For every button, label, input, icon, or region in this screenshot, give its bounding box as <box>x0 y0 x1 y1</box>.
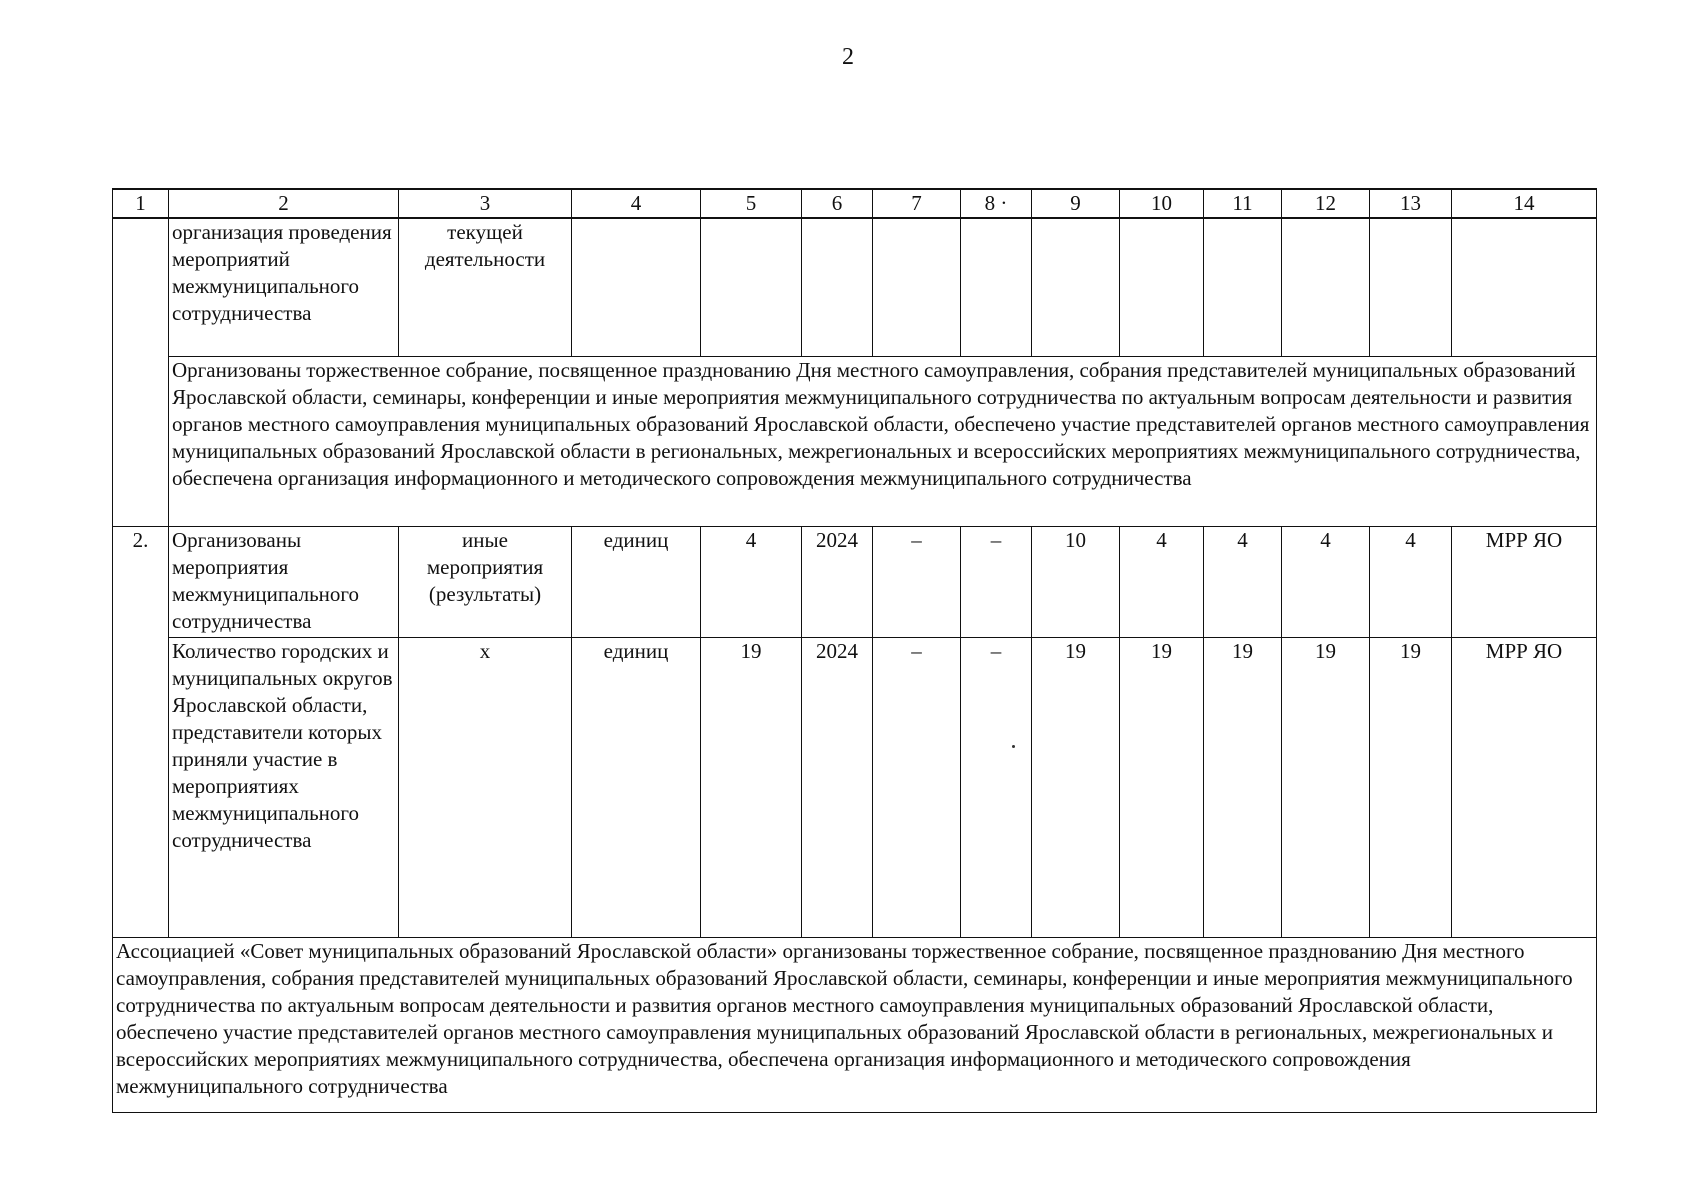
value-cell: 4 <box>1370 526 1452 637</box>
empty-cell <box>1120 218 1204 356</box>
responsible-cell: МРР ЯО <box>1452 526 1597 637</box>
column-number: 5 <box>701 189 802 218</box>
base-value-cell: 4 <box>701 526 802 637</box>
result-description: Ассоциацией «Совет муниципальных образований Ярославской области» организованы торжественное собрание, посвященное празднованию Дня местного самоуправления, собрания представителей муниципальных образований Ярославской области, семинары, конференции и иные мероприятия межмуниципального сотрудничества по актуальным вопросам деятельности и развития органов местного самоуправления муниципальных образований Ярославской области, обеспечено участие представителей органов местного самоуправления муниципальных образований Ярославской области в региональных, межрегиональных и всероссийских мероприятиях межмуниципального сотрудничества, обеспечена организация информационного и методического сопровождения межмуниципального сотрудничества <box>113 937 1597 1112</box>
base-year-cell: 2024 <box>802 637 873 937</box>
value-cell: – <box>961 526 1032 637</box>
column-number: 14 <box>1452 189 1597 218</box>
page-number: 2 <box>842 44 854 70</box>
unit-cell: единиц <box>572 526 701 637</box>
value-cell: – <box>873 637 961 937</box>
column-number: 8 · <box>961 189 1032 218</box>
indicator-type-cell: x <box>399 637 572 937</box>
column-number: 3 <box>399 189 572 218</box>
column-number: 11 <box>1204 189 1282 218</box>
column-number: 7 <box>873 189 961 218</box>
empty-cell <box>961 218 1032 356</box>
table-row <box>113 526 1597 637</box>
value-cell: 19 <box>1032 637 1120 937</box>
value-cell: 4 <box>1204 526 1282 637</box>
empty-cell <box>1370 218 1452 356</box>
table-row <box>113 218 1597 356</box>
results-table <box>112 188 1597 1113</box>
value-cell: 19 <box>1204 637 1282 937</box>
column-number: 4 <box>572 189 701 218</box>
row-number-cell: 2. <box>113 526 169 937</box>
unit-cell: единиц <box>572 637 701 937</box>
indicator-name-cell: Количество городских и муниципальных округов Ярославской области, представители которых приняли участие в мероприятиях межмуниципального сотрудничества <box>169 637 399 937</box>
column-number: 1 <box>113 189 169 218</box>
row-number-cell <box>113 218 169 526</box>
base-year-cell: 2024 <box>802 526 873 637</box>
value-cell: – <box>873 526 961 637</box>
indicator-name-cell: Организованы мероприятия межмуниципального сотрудничества <box>169 526 399 637</box>
task-result-description: Организованы торжественное собрание, посвященное празднованию Дня местного самоуправления, собрания представителей муниципальных образований Ярославской области, семинары, конференции и иные мероприятия межмуниципального сотрудничества по актуальным вопросам деятельности и развития органов местного самоуправления муниципальных образований Ярославской области, обеспечено участие представителей органов местного самоуправления муниципальных образований Ярославской области в региональных, межрегиональных и всероссийских мероприятиях межмуниципального сотрудничества, обеспечена организация информационного и методического сопровождения межмуниципального сотрудничества <box>169 356 1597 526</box>
value-cell: – <box>961 637 1032 937</box>
empty-cell <box>1452 218 1597 356</box>
empty-cell <box>1032 218 1120 356</box>
scan-speck <box>1012 745 1015 748</box>
empty-cell <box>873 218 961 356</box>
empty-cell <box>572 218 701 356</box>
empty-cell <box>701 218 802 356</box>
value-cell: 19 <box>1120 637 1204 937</box>
column-number: 10 <box>1120 189 1204 218</box>
task-name-cell: организация проведения мероприятий межмуниципального сотрудничества <box>169 218 399 356</box>
table-row <box>113 356 1597 526</box>
task-type-cell: текущей деятельности <box>399 218 572 356</box>
column-number: 12 <box>1282 189 1370 218</box>
empty-cell <box>802 218 873 356</box>
indicator-type-cell: иные мероприятия (результаты) <box>399 526 572 637</box>
column-number-row <box>113 189 1597 218</box>
value-cell: 19 <box>1370 637 1452 937</box>
responsible-cell: МРР ЯО <box>1452 637 1597 937</box>
column-number: 13 <box>1370 189 1452 218</box>
base-value-cell: 19 <box>701 637 802 937</box>
empty-cell <box>1282 218 1370 356</box>
table-row <box>113 637 1597 937</box>
column-number: 2 <box>169 189 399 218</box>
value-cell: 4 <box>1120 526 1204 637</box>
empty-cell <box>1204 218 1282 356</box>
column-number: 9 <box>1032 189 1120 218</box>
column-number: 6 <box>802 189 873 218</box>
table-row <box>113 937 1597 1112</box>
value-cell: 10 <box>1032 526 1120 637</box>
value-cell: 19 <box>1282 637 1370 937</box>
value-cell: 4 <box>1282 526 1370 637</box>
